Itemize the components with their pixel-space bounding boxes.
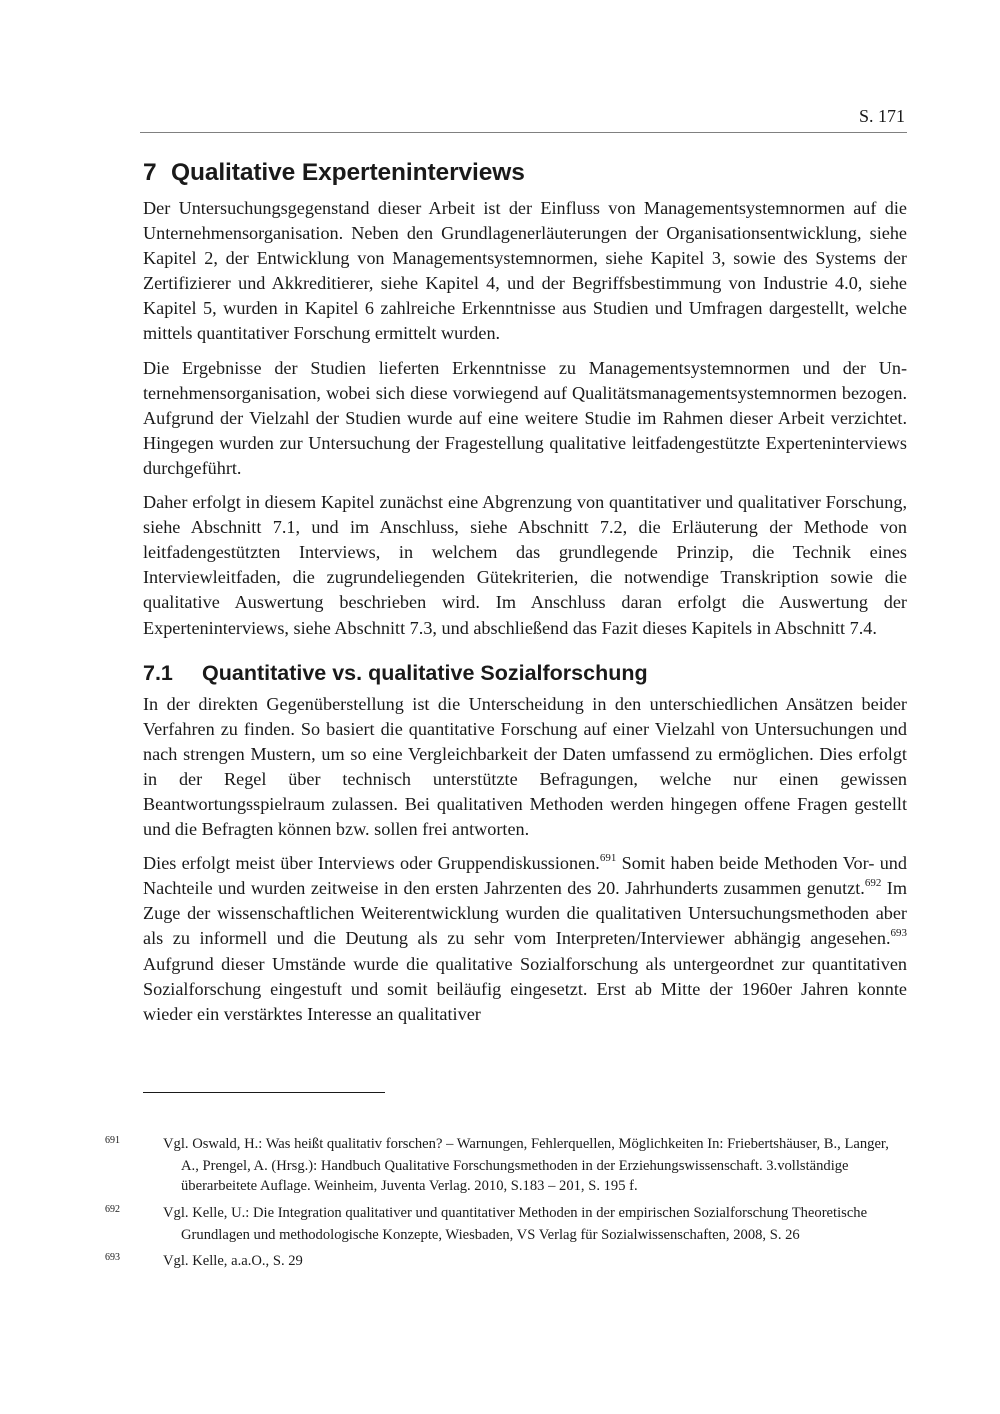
chapter-heading [143, 156, 907, 190]
page-number: S. 171 [858, 106, 905, 126]
section-paragraph-1: In der direkten Gegenüberstellung ist die Unterscheidung in den unterschiedlichen Ansätzen beider Verfahren zu finden. So basiert die quantitative Forschung auf einer Vielzahl von Untersuchungen und nach strengen Mustern, um so eine Vergleichbarkeit der Daten umfassend zu ermöglichen. Dies erfolgt in der Regel über technisch unterstützte Befragungen, welche nur einen gewissen Beantwortungsspielraum zulassen. Bei qualitativen Methoden werden hingegen offene Fragen gestellt und die Befragten können bzw. sollen frei antworten. [143, 693, 907, 840]
footnote-text: Vgl. Kelle, U.: Die Integration qualitativer und quantitativer Methoden in der empirischen Sozialforschung Theoretische Grundlagen und methodologische Konzepte, Wiesbaden, VS Verlag für Sozialwissenschaften, 2008, S. 26 [163, 1204, 868, 1243]
section-number: 7.1 [143, 660, 173, 685]
footnote-text: Vgl. Oswald, H.: Was heißt qualitativ forschen? – Warnungen, Fehlerquellen, Möglichkeiten In: Friebertshäuser, B., Langer, A., Prengel, A. (Hrsg.): Handbuch Qualitative Forschungsmethoden in der Erziehungswissenschaft. 3.vollständige überarbeitete Auflage. Weinheim, Juventa Verlag. 2010, S.183 – 201, S. 195 f. [163, 1136, 889, 1195]
footnote-ref-693[interactable]: 693 [890, 927, 907, 940]
footnote-691: 691 Vgl. Oswald, H.: Was heißt qualitativ forschen? – Warnungen, Fehlerquellen, Möglichkeiten In: Friebertshäuser, B., Langer, A., Prengel, A. (Hrsg.): Handbuch Qualitative Forschungsmethoden in der Erziehungswissenschaft. 3.vollständige überarbeitete Auflage. Weinheim, Juventa Verlag. 2010, S.183 – 201, S. 195 f. [105, 1135, 889, 1195]
section-title: Quantitative vs. qualitative Sozialforschung [202, 660, 648, 685]
section-heading [143, 658, 907, 688]
chapter-number: 7 [143, 159, 157, 186]
footnote-ref-692[interactable]: 692 [864, 877, 882, 890]
chapter-paragraph-1: Der Untersuchungsgegenstand dieser Arbeit ist der Einfluss von Managementsystemnormen auf die Unternehmensorganisation. Neben den Grundlagenerläuterungen der Organisationsentwicklung, siehe Kapitel 2, der Entwicklung von Managementsystemnormen, siehe Kapitel 3, sowie des Systems der Zertifizierer und Akkreditierer, siehe Kapitel 4, und der Begriffsbestimmung von Industrie 4.0, siehe Kapitel 5, wurden in Kapitel 6 zahlreiche Erkenntnisse aus Studien und Umfragen dargestellt, welche mittels quantitativer Forschung ermittelt wurden. [143, 198, 907, 344]
footnote-ref-691[interactable]: 691 [599, 852, 617, 865]
paragraph-text: Somit haben beide Methoden Vor- und Nachteile und wurden zeitweise in den ersten Jahrzenten des 20. Jahrhunderts zusammen genutzt. [143, 853, 907, 899]
page-header [140, 104, 907, 133]
page-content [143, 156, 907, 1036]
chapter-title: Qualitative Experteninterviews [171, 159, 525, 186]
footnotes [105, 1134, 905, 1279]
chapter-paragraph-3: Daher erfolgt in diesem Kapitel zunächst eine Abgrenzung von quantitativer und qualitativer Forschung, siehe Abschnitt 7.1, und im Anschluss, siehe Abschnitt 7.2, die Erläuterung der Methode von leitfadengestützten Interviews, in welchem das grundlegende Prinzip, die Technik eines Interviewleitfaden, die zugrundeliegenden Gütekriterien, die notwendige Transkription sowie die qualitative Auswertung beschrieben wird. Im Anschluss daran erfolgt die Auswertung der Experteninterviews, siehe Abschnitt 7.3, und abschließend das Fazit dieses Kapitels in Abschnitt 7.4. [143, 492, 907, 638]
footnote-text: Vgl. Kelle, a.a.O., S. 29 [163, 1253, 303, 1270]
paragraph-text: Aufgrund dieser Umstände wurde die qualitative Sozialforschung als untergeordnet zur quantitativen Sozialforschung eingestuft und somit beiläufig eingesetzt. Erst ab Mitte der 1960er Jahren konnte wieder ein verstärktes Interesse an qualitativer [143, 953, 907, 1024]
footnote-692: 692 Vgl. Kelle, U.: Die Integration qualitativer und quantitativer Methoden in der empirischen Sozialforschung Theoretische Grundlagen und methodologische Konzepte, Wiesbaden, VS Verlag für Sozialwissenschaften, 2008, S. 26 [105, 1203, 868, 1243]
paragraph-text: Im Zuge der wissenschaftlichen Weiterentwicklung wurden die qualitativen Untersuchungsmethoden aber als zu informell und die Deutung als zu sehr vom Interpreten/Interviewer abhängig angesehen. [143, 878, 907, 949]
paragraph-text: Dies erfolgt meist über Interviews oder Gruppendiskussionen. [143, 853, 600, 874]
footnote-693: 693 Vgl. Kelle, a.a.O., S. 29 [105, 1252, 303, 1270]
chapter-paragraph-2: Die Ergebnisse der Studien lieferten Erkenntnisse zu Managementsystemnormen und der Unternehmensorganisation, wobei sich diese vorwiegend auf Qualitätsmanagementsystemnormen bezogen. Aufgrund der Vielzahl der Studien wurde auf eine weitere Studie im Rahmen dieser Arbeit verzichtet. Hingegen wurden zur Untersuchung der Fragestellung qualitative leitfadengestützte Experteninterviews durchgeführt. [143, 357, 907, 478]
footnote-separator [143, 1092, 385, 1093]
section-paragraph-2 [143, 851, 907, 1027]
